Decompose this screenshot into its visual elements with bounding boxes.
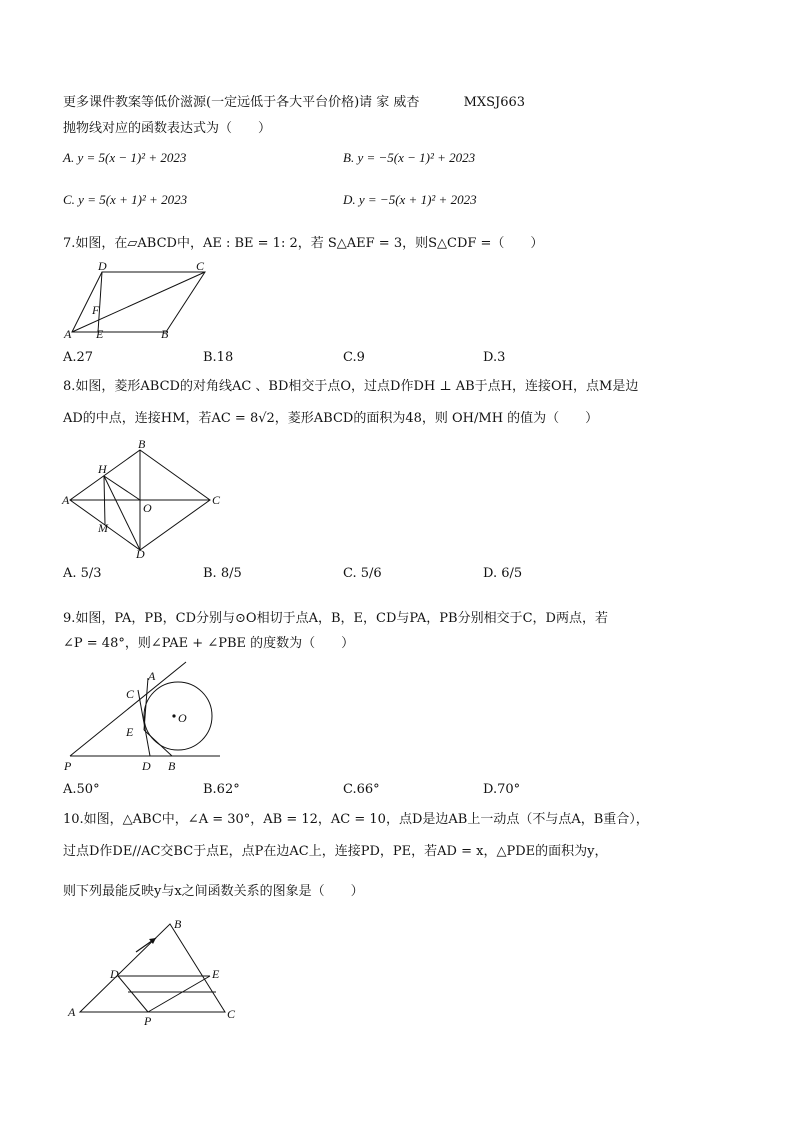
q8-stem-line2: AD的中点，连接HM，若AC = 8√2，菱形ABCD的面积为48，则 OH/MH 的值为（ ） <box>63 411 599 426</box>
q7-label-c: C <box>196 262 205 273</box>
header-line <box>63 91 525 110</box>
q10-stem-line1: 10.如图，△ABC中，∠A = 30°，AB = 12，AC = 10，点D是边AB上一动点（不与点A，B重合）， <box>63 812 649 827</box>
q8-option-a: A. 5/3 <box>63 566 102 581</box>
q10-label-p: P <box>144 1014 152 1028</box>
q10-stem-line2: 过点D作DE//AC交BC于点E，点P在边AC上，连接PD，PE，若AD = x，△PDE的面积为y， <box>63 844 608 859</box>
q10-label-e: E <box>212 967 220 981</box>
segment-be <box>144 730 172 756</box>
q6-stem: 抛物线对应的函数表达式为（ ） <box>63 121 272 136</box>
segment-ae <box>144 678 148 730</box>
q9-label-p: P <box>64 759 72 773</box>
q8-label-a: A <box>62 493 70 507</box>
q9-option-a: A.50° <box>63 782 100 797</box>
q9-option-d: D.70° <box>483 782 521 797</box>
q7-label-a: A <box>64 327 72 341</box>
q8-option-b: B. 8/5 <box>203 566 242 581</box>
q9-label-b: B <box>168 759 176 773</box>
header-code: MXSJ663 <box>463 95 526 110</box>
q7-option-c: C.9 <box>343 350 365 365</box>
header-text: 更多课件教案等低价滋源(一定远低于各大平台价格)请 家 威杏 <box>63 95 420 110</box>
q8-label-d: D <box>136 547 145 560</box>
q7-label-d: D <box>98 262 107 273</box>
q8-option-c: C. 5/6 <box>343 566 382 581</box>
q10-stem-line3: 则下列最能反映y与x之间函数关系的图象是（ ） <box>63 884 364 899</box>
q9-label-o: O <box>178 711 187 725</box>
q10-label-d: D <box>110 967 119 981</box>
q7-label-e: E <box>96 327 104 341</box>
q7-label-b: B <box>161 327 169 341</box>
q9-figure <box>60 660 240 775</box>
q9-label-e: E <box>126 725 134 739</box>
q8-option-d: D. 6/5 <box>483 566 523 581</box>
q8-stem-line1: 8.如图，菱形ABCD的对角线AC 、BD相交于点O，过点D作DH ⊥ AB于点H，连接OH，点M是边 <box>63 379 639 394</box>
segment-pd <box>118 976 148 1012</box>
q8-figure <box>60 440 230 560</box>
q7-label-f: F <box>92 303 100 317</box>
q9-option-b: B.62° <box>203 782 240 797</box>
segment-dh <box>104 476 140 550</box>
segment-hm <box>104 476 105 525</box>
q7-figure <box>60 262 220 344</box>
q10-label-a: A <box>68 1005 76 1019</box>
q9-label-d: D <box>142 759 151 773</box>
q6-option-b: B. y = −5(x − 1)² + 2023 <box>343 150 476 165</box>
q9-label-c: C <box>126 687 135 701</box>
segment-pe <box>148 976 210 1012</box>
q9-stem-line1: 9.如图，PA，PB，CD分别与⊙O相切于点A，B，E，CD与PA，PB分别相交于C，D两点，若 <box>63 611 608 626</box>
q6-option-c: C. y = 5(x + 1)² + 2023 <box>63 192 188 207</box>
segment-de <box>98 272 102 332</box>
q10-figure <box>60 912 260 1032</box>
q9-option-c: C.66° <box>343 782 380 797</box>
q8-label-m: M <box>98 521 108 535</box>
q8-label-h: H <box>98 462 107 476</box>
q6-option-a: A. y = 5(x − 1)² + 2023 <box>63 150 187 165</box>
q7-option-d: D.3 <box>483 350 506 365</box>
q8-label-c: C <box>212 493 221 507</box>
q10-label-c: C <box>227 1007 236 1021</box>
q9-stem-line2: ∠P = 48°，则∠PAE + ∠PBE 的度数为（ ） <box>63 636 355 651</box>
center-o-dot <box>172 714 175 717</box>
triangle-abc <box>80 924 225 1012</box>
q9-label-a: A <box>148 669 156 683</box>
q7-stem: 7.如图，在▱ABCD中，AE : BE = 1: 2，若 S△AEF = 3，则S△CDF =（ ） <box>63 236 544 251</box>
q7-option-a: A.27 <box>63 350 94 365</box>
q8-label-b: B <box>138 440 146 451</box>
tangent-pa <box>70 662 186 756</box>
q10-label-b: B <box>174 917 182 931</box>
q8-label-o: O <box>143 501 152 515</box>
q6-option-d: D. y = −5(x + 1)² + 2023 <box>343 192 477 207</box>
q7-option-b: B.18 <box>203 350 234 365</box>
